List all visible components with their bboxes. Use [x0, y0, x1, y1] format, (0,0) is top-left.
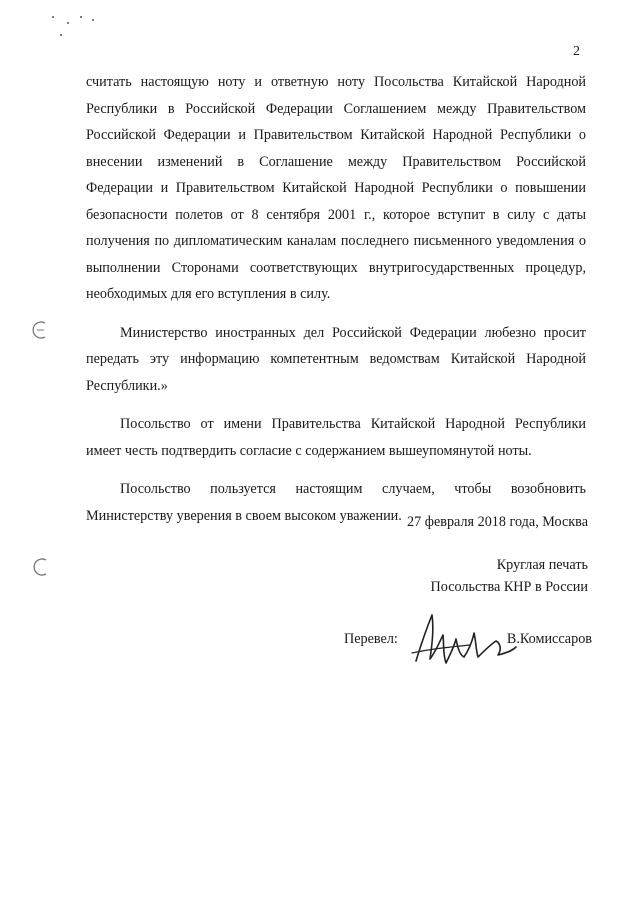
body-paragraph: считать настоящую ноту и ответную ноту Посольства Китайской Народной Республики в Российской Федерации Соглашением между Правительством Российской Федерации и Правительством Китайской Народной Республики о внесении изменений в Соглашение между Правительством Российской Федерации и Правительством Китайской Народной Республики о повышении безопасности полетов от 8 сентября 2001 г., которое вступит в силу с даты получения по дипломатическим каналам последнего письменного уведомления о выполнении Сторонами соответствующих внутригосударственных процедур, необходимых для его вступления в силу. [86, 74, 586, 302]
punch-hole [30, 319, 50, 341]
scan-speck [67, 22, 69, 24]
scan-speck [92, 19, 94, 21]
scan-speck [80, 16, 82, 18]
body-paragraph: Министерство иностранных дел Российской Федерации любезно просит передать эту информацию компетентным ведомствам Китайской Народной Республики.» [86, 324, 586, 394]
seal-line: Посольства КНР в России [430, 579, 588, 595]
seal-note [431, 554, 588, 598]
translator-name: В.Комиссаров [506, 631, 592, 647]
translator-label: Перевел: [344, 631, 398, 647]
letter-body [86, 69, 586, 529]
scan-speck [52, 16, 54, 18]
body-paragraph: Посольство от имени Правительства Китайской Народной Республики имеет честь подтвердить согласие с содержанием вышеупомянутой ноты. [86, 416, 586, 459]
scan-speck [60, 34, 62, 36]
date-place: 27 февраля 2018 года, Москва [407, 514, 588, 530]
seal-line: Круглая печать [496, 557, 588, 573]
page-number: 2 [573, 44, 580, 59]
handwritten-signature [410, 611, 520, 671]
translator-signature-block [344, 627, 592, 675]
body-paragraph: Посольство пользуется настоящим случаем, чтобы возобновить Министерству уверения в своем высоком уважении. [86, 481, 586, 524]
punch-hole [31, 556, 51, 578]
